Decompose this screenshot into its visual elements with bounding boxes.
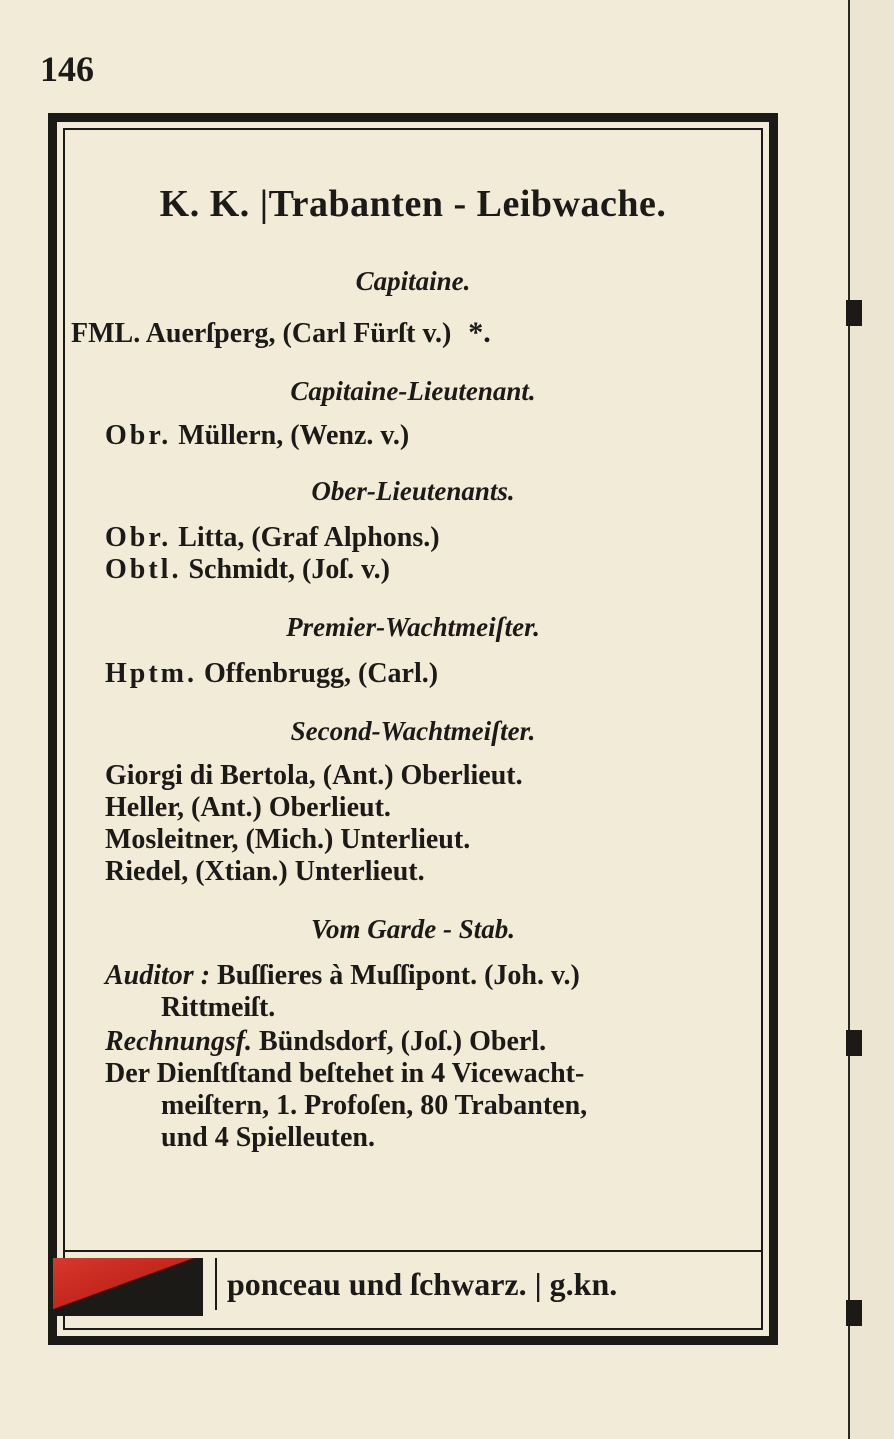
note-line: und 4 Spielleuten. <box>161 1122 375 1153</box>
frame-inner-border <box>63 128 763 1330</box>
entry-ober-lieutenant <box>105 522 440 554</box>
note-line: meiſtern, 1. Profoſen, 80 Trabanten, <box>161 1090 588 1121</box>
color-swatch <box>53 1258 203 1316</box>
uniform-colors-text: ponceau und ſchwarz. | g.kn. <box>215 1258 617 1310</box>
rank: Obr. <box>105 420 172 451</box>
entry-second-wachtmeister: Heller, (Ant.) Oberlieut. <box>105 792 391 823</box>
entry-second-wachtmeister: Giorgi di Bertola, (Ant.) Oberlieut. <box>105 760 523 791</box>
entry-premier-wachtmeister <box>105 658 438 690</box>
edge-tab <box>846 300 862 326</box>
entry-capitaine <box>71 316 491 350</box>
role-label: Auditor : <box>105 960 211 991</box>
entry-rechnungsfuehrer <box>105 1026 546 1058</box>
rank: Obtl. <box>105 554 182 585</box>
heading-ober-lieutenants: Ober-Lieutenants. <box>311 476 515 506</box>
entry-second-wachtmeister: Mosleitner, (Mich.) Unterlieut. <box>105 824 471 855</box>
uniform-colors-footer <box>65 1250 761 1318</box>
name: Auerſperg, (Carl Fürſt v.) <box>145 318 452 349</box>
adjacent-page-edge <box>848 0 894 1439</box>
heading-capitaine: Capitaine. <box>355 266 471 296</box>
entry-capitaine-lieutenant <box>105 420 409 452</box>
heading-second-wachtmeister: Second-Wachtmeiſter. <box>290 716 536 746</box>
edge-tab <box>846 1030 862 1056</box>
name: Müllern, (Wenz. v.) <box>178 420 410 451</box>
heading-capitaine-lieutenant: Capitaine-Lieutenant. <box>290 376 536 406</box>
entry-auditor-rank: Rittmeiſt. <box>161 992 276 1023</box>
entry-second-wachtmeister: Riedel, (Xtian.) Unterlieut. <box>105 856 425 887</box>
edge-tab <box>846 1300 862 1326</box>
role-label: Rechnungsf. <box>105 1026 253 1057</box>
name: Schmidt, (Joſ. v.) <box>188 554 390 585</box>
page-title: K. K. |Trabanten - Leibwache. <box>159 183 667 225</box>
rank: Obr. <box>105 522 172 553</box>
name: Bündsdorf, (Joſ.) Oberl. <box>259 1026 547 1057</box>
note-line: Der Dienſtſtand beſtehet in 4 Vicewacht- <box>105 1058 585 1089</box>
entry-auditor <box>105 960 580 992</box>
entry-ober-lieutenant <box>105 554 390 586</box>
page-number: 146 <box>40 49 94 89</box>
name: Buſſieres à Muſſipont. (Joh. v.) <box>217 960 580 991</box>
register-frame <box>48 113 778 1345</box>
name: Offenbrugg, (Carl.) <box>204 658 439 689</box>
order-star-mark: *. <box>468 316 491 349</box>
heading-garde-stab: Vom Garde - Stab. <box>310 914 516 944</box>
heading-premier-wachtmeister: Premier-Wachtmeiſter. <box>286 612 540 642</box>
name: Litta, (Graf Alphons.) <box>178 522 440 553</box>
rank: Hptm. <box>105 658 197 689</box>
rank: FML. <box>71 318 141 349</box>
